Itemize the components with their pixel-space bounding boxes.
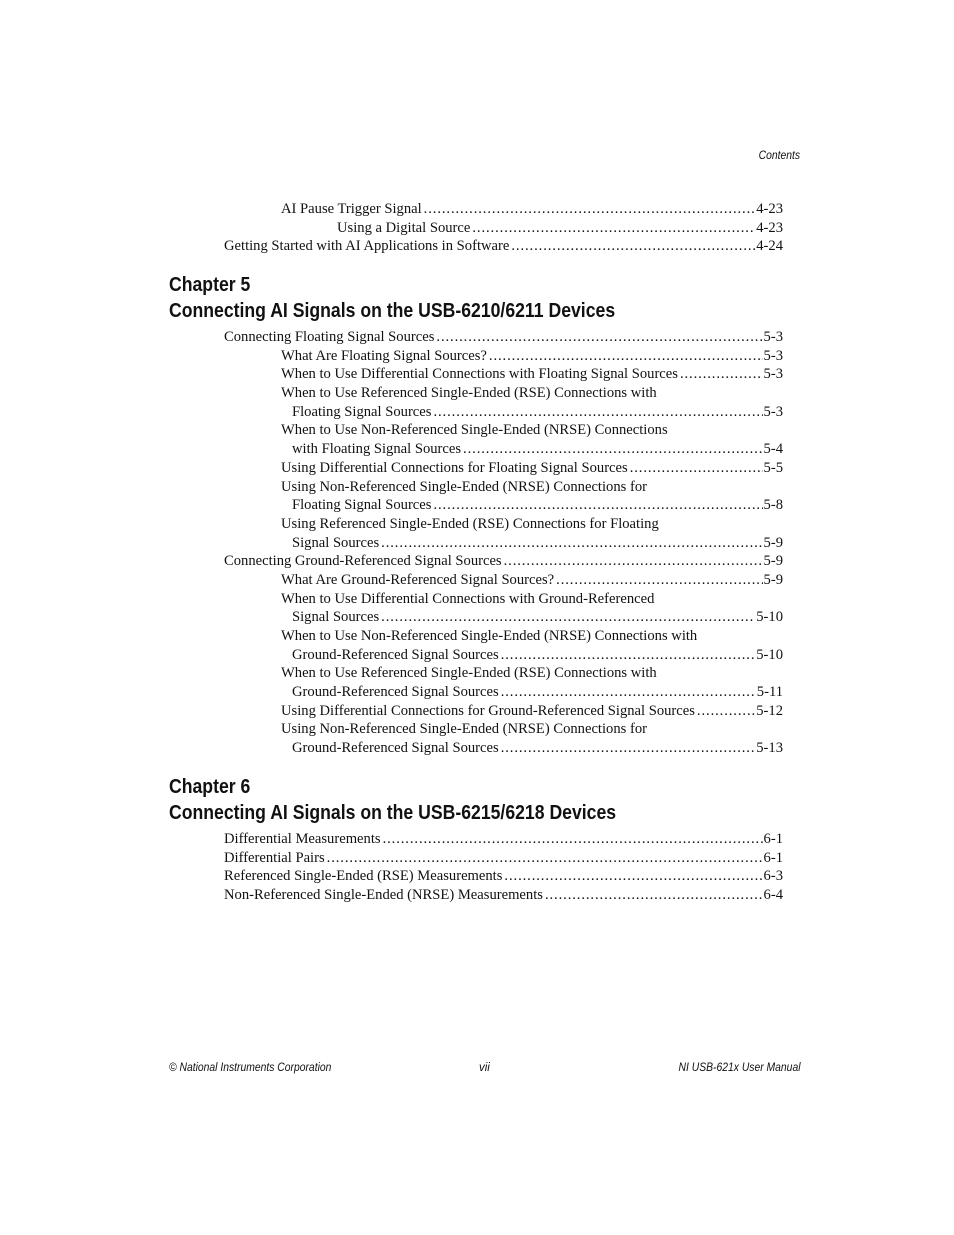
toc-entry-page-number: 4-23	[756, 219, 783, 236]
toc-entry-page-number: 5-11	[756, 684, 783, 701]
toc-entry[interactable]	[292, 739, 783, 758]
toc-entry-label: Floating Signal Sources	[292, 497, 432, 514]
toc-entry-label: Ground-Referenced Signal Sources	[292, 740, 499, 757]
dot-leader	[463, 440, 762, 459]
toc-entry-label: Floating Signal Sources	[292, 403, 432, 420]
dot-leader	[472, 219, 755, 238]
toc-entry-page-number: 5-13	[756, 740, 783, 757]
dot-leader	[504, 867, 762, 886]
toc-entry-label: Ground-Referenced Signal Sources	[292, 684, 499, 701]
toc-entry-first-line[interactable]: Using Non-Referenced Single-Ended (NRSE) Connections for	[281, 478, 647, 495]
dot-leader	[433, 403, 762, 422]
toc-entry[interactable]	[292, 683, 783, 702]
dot-leader	[433, 496, 762, 515]
chapter-6-title: Connecting AI Signals on the USB-6215/6218 Devices	[169, 801, 617, 824]
toc-entry[interactable]	[224, 830, 783, 849]
toc-entry-label: What Are Floating Signal Sources?	[281, 347, 487, 364]
toc-entry[interactable]	[224, 849, 783, 868]
toc-entry[interactable]	[224, 328, 783, 347]
toc-entry-page-number: 5-3	[763, 366, 783, 383]
toc-entry-page-number: 6-3	[763, 868, 783, 885]
toc-entry-page-number: 5-3	[763, 403, 783, 420]
chapter-6-heading	[169, 774, 616, 826]
toc-entry[interactable]	[292, 440, 783, 459]
toc-entry-page-number: 6-4	[763, 887, 783, 904]
toc-entry-page-number: 5-4	[763, 441, 783, 458]
toc-entry-label: with Floating Signal Sources	[292, 441, 462, 458]
toc-entry[interactable]	[224, 867, 783, 886]
chapter-5-heading	[169, 272, 615, 324]
toc-entry-page-number: 5-3	[763, 347, 783, 364]
toc-entry-page-number: 4-23	[756, 201, 783, 217]
dot-leader	[489, 347, 763, 366]
toc-entry[interactable]	[281, 702, 783, 721]
toc-entry-label: Non-Referenced Single-Ended (NRSE) Measurements	[224, 887, 543, 904]
chapter-5-title: Connecting AI Signals on the USB-6210/6211 Devices	[169, 299, 616, 322]
toc-entry-page-number: 5-9	[763, 534, 783, 551]
toc-entry-page-number: 5-8	[763, 497, 783, 514]
toc-entry[interactable]	[281, 571, 783, 590]
dot-leader	[545, 886, 763, 905]
footer-page-number: vii	[479, 1062, 490, 1074]
dot-leader	[504, 552, 763, 571]
toc-entry-label: Using Differential Connections for Ground-Referenced Signal Sources	[281, 702, 695, 719]
toc-entry-label: Connecting Ground-Referenced Signal Sources	[224, 553, 502, 570]
toc-section-chapter-6	[0, 830, 954, 905]
toc-entry-label: Signal Sources	[292, 534, 380, 551]
toc-entry-page-number: 5-12	[756, 702, 783, 719]
toc-entry-first-line[interactable]: When to Use Referenced Single-Ended (RSE) Connections with	[281, 665, 657, 682]
toc-entry[interactable]	[281, 459, 783, 478]
toc-entry-label: Referenced Single-Ended (RSE) Measurements	[224, 868, 503, 885]
toc-entry[interactable]	[292, 608, 783, 627]
toc-entry-label: Ground-Referenced Signal Sources	[292, 646, 499, 663]
toc-entry-page-number: 5-5	[763, 459, 783, 476]
chapter-5-number: Chapter 5	[169, 273, 251, 296]
toc-section-chapter-5	[0, 328, 954, 758]
toc-entry-first-line[interactable]: When to Use Differential Connections with Ground-Referenced	[281, 590, 655, 607]
toc-entry-label: Signal Sources	[292, 609, 380, 626]
toc-entry[interactable]	[292, 646, 783, 665]
dot-leader	[381, 534, 762, 553]
dot-leader	[556, 571, 762, 590]
toc-entry[interactable]	[224, 886, 783, 905]
toc-entry-label: Getting Started with AI Applications in Software	[224, 238, 510, 255]
toc-entry-first-line[interactable]: When to Use Referenced Single-Ended (RSE) Connections with	[281, 385, 657, 402]
dot-leader	[511, 237, 755, 256]
footer-manual-title: NI USB-621x User Manual	[678, 1062, 800, 1074]
toc-entry[interactable]	[292, 403, 783, 422]
dot-leader	[436, 328, 762, 347]
toc-section-top	[0, 200, 954, 256]
toc-entry[interactable]	[281, 347, 783, 366]
toc-entry-page-number: 5-3	[763, 329, 783, 345]
chapter-6-number: Chapter 6	[169, 775, 251, 798]
dot-leader	[501, 683, 756, 702]
toc-entry-page-number: 5-10	[756, 609, 783, 626]
toc-entry-label: Differential Pairs	[224, 849, 325, 866]
toc-entry-page-number: 5-9	[763, 553, 783, 570]
dot-leader	[630, 459, 763, 478]
toc-entry-first-line[interactable]: When to Use Non-Referenced Single-Ended (NRSE) Connections with	[281, 628, 698, 644]
dot-leader	[697, 702, 755, 721]
toc-entry-label: Using a Digital Source	[337, 219, 471, 236]
toc-entry-label: Differential Measurements	[224, 831, 381, 847]
dot-leader	[501, 739, 756, 758]
toc-entry-label: AI Pause Trigger Signal	[281, 201, 422, 217]
toc-entry-page-number: 4-24	[756, 238, 783, 255]
toc-entry-page-number: 5-9	[763, 571, 783, 588]
toc-entry-label: When to Use Differential Connections with Floating Signal Sources	[281, 366, 678, 383]
toc-entry[interactable]	[281, 200, 783, 219]
toc-entry-label: Using Differential Connections for Floating Signal Sources	[281, 459, 628, 476]
toc-entry-first-line[interactable]: Using Referenced Single-Ended (RSE) Connections for Floating	[281, 515, 659, 532]
toc-entry-first-line[interactable]: Using Non-Referenced Single-Ended (NRSE) Connections for	[281, 721, 647, 738]
toc-entry[interactable]	[224, 237, 783, 256]
dot-leader	[383, 830, 763, 849]
toc-entry[interactable]	[292, 534, 783, 553]
toc-entry-page-number: 6-1	[763, 849, 783, 866]
dot-leader	[424, 200, 756, 219]
toc-entry[interactable]	[281, 365, 783, 384]
toc-entry-label: What Are Ground-Referenced Signal Sources?	[281, 571, 555, 588]
toc-entry-label: Connecting Floating Signal Sources	[224, 329, 435, 345]
footer-copyright: © National Instruments Corporation	[169, 1062, 332, 1074]
dot-leader	[381, 608, 755, 627]
toc-entry-page-number: 5-10	[756, 646, 783, 663]
dot-leader	[327, 849, 763, 868]
dot-leader	[680, 365, 763, 384]
toc-entry[interactable]	[224, 552, 783, 571]
toc-entry[interactable]	[337, 219, 783, 238]
toc-entry[interactable]	[292, 496, 783, 515]
toc-entry-page-number: 6-1	[763, 831, 783, 847]
running-head: Contents	[758, 150, 800, 162]
toc-entry-first-line[interactable]: When to Use Non-Referenced Single-Ended (NRSE) Connections	[281, 422, 668, 439]
dot-leader	[501, 646, 756, 665]
